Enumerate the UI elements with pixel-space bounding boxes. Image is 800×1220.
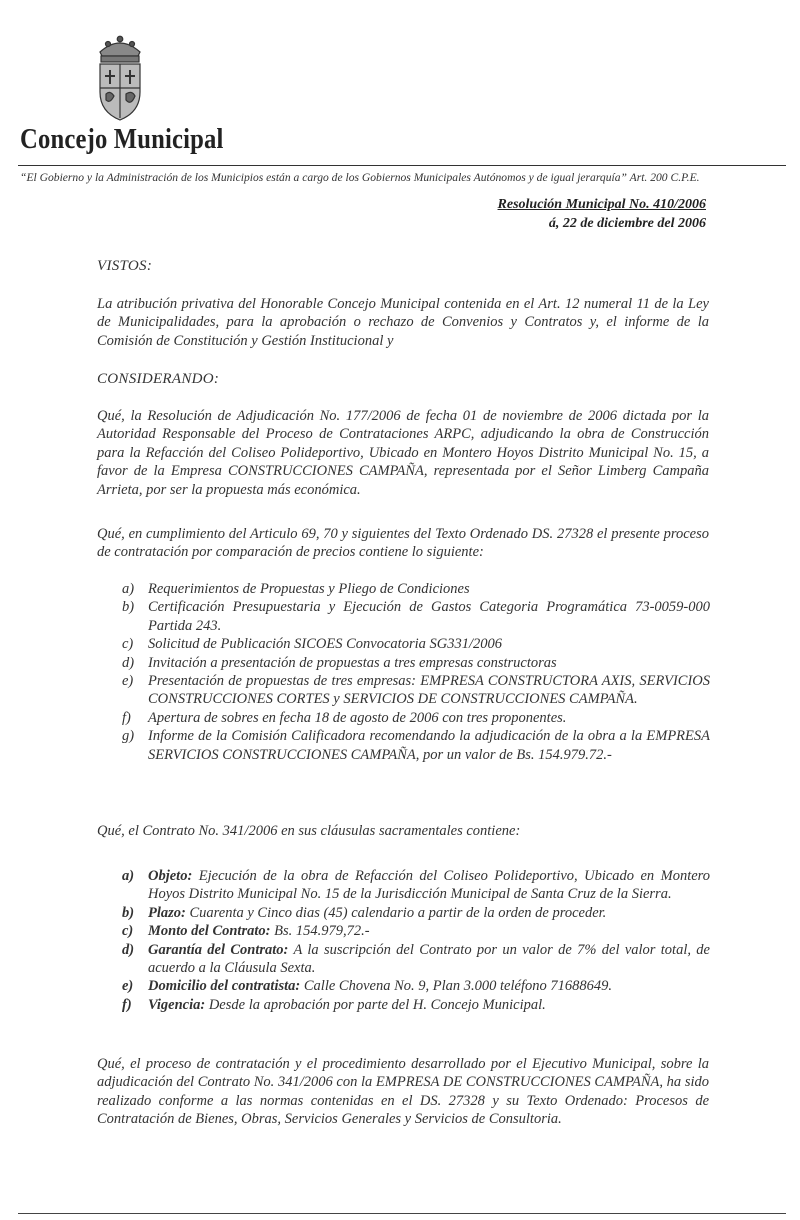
- vistos-paragraph: La atribución privativa del Honorable Concejo Municipal contenida en el Art. 12 numeral 11 de la Ley de Municipalidades, para la aprobación o rechazo de Convenios y Contratos y, el informe de la Comisión de Constitución y Gestión Institucional y: [97, 296, 709, 349]
- clause-label: Vigencia:: [148, 996, 206, 1013]
- list-item-text: Informe de la Comisión Calificadora recomendando la adjudicación de la obra a la EMPRESA SERVICIOS CONSTRUCCIONES CAMPAÑA, por un valor de Bs. 154.979.72.-: [148, 728, 710, 763]
- clause-label: Objeto:: [148, 868, 193, 884]
- clause-text: Cuarenta y Cinco dias (45) calendario a partir de la orden de proceder.: [189, 904, 607, 921]
- clause-label: Plazo:: [148, 904, 186, 921]
- clause-item: [120, 977, 710, 995]
- clause-item: [120, 867, 710, 904]
- clause-label: Domicilio del contratista:: [148, 978, 301, 995]
- list-marker: b): [122, 599, 135, 616]
- list-item: [120, 598, 710, 635]
- vistos-heading: VISTOS:: [97, 258, 153, 274]
- list-item-text: Presentación de propuestas de tres empresas: EMPRESA CONSTRUCTORA AXIS, SERVICIOS CONSTRUCCIONES CORTES y SERVICIOS DE CONSTRUCCIONES CAMPAÑA.: [148, 673, 710, 708]
- clause-marker: d): [122, 941, 135, 958]
- header-divider: [18, 165, 786, 166]
- list-marker: f): [122, 709, 131, 726]
- list-item-text: Invitación a presentación de propuestas a tres empresas constructoras: [148, 654, 557, 671]
- list-item: [120, 727, 710, 764]
- list-item: [120, 580, 710, 598]
- clause-text: Desde la aprobación por parte del H. Concejo Municipal.: [208, 996, 546, 1013]
- list-marker: d): [122, 654, 135, 671]
- clause-text: Bs. 154.979,72.-: [274, 923, 370, 940]
- organization-name: Concejo Municipal: [20, 124, 224, 155]
- clause-text: A la suscripción del Contrato por un valor de 7% del valor total, de acuerdo a la Cláusula Sexta.: [148, 941, 710, 977]
- clause-marker: e): [122, 978, 134, 995]
- considerando-paragraph-2: Qué, en cumplimiento del Articulo 69, 70 y siguientes del Texto Ordenado DS. 27328 el presente proceso de contratación por comparación de precios contiene lo siguiente:: [97, 526, 709, 561]
- considerando-paragraph-1: Qué, la Resolución de Adjudicación No. 177/2006 de fecha 01 de noviembre de 2006 dictada por la Autoridad Responsable del Proceso de Contrataciones ARPC, adjudicando la obra de Construcción para la Refacción del Coliseo Polideportivo, Ubicado en Montero Hoyos Distrito Municipal No. 15, a favor de la Empresa CONSTRUCCIONES CAMPAÑA, representada por el Señor Limberg Campaña Arrieta, por ser la propuesta más económica.: [97, 408, 709, 498]
- list-item: [120, 672, 710, 709]
- resolution-date: á, 22 de diciembre del 2006: [548, 216, 706, 231]
- considerando-paragraph-4: Qué, el proceso de contratación y el procedimiento desarrollado por el Ejecutivo Municipal, sobre la adjudicación del Contrato No. 341/2006 con la EMPRESA DE CONSTRUCCIONES CAMPAÑA, ha sido realizado conforme a las normas contenidas en el DS. 27328 y su Texto Ordenado: Procesos de Contratación de Bienes, Obras, Servicios Generales y Servicios de Consultoria.: [97, 1056, 709, 1128]
- clause-text: Ejecución de la obra de Refacción del Coliseo Polideportivo, Ubicado en Montero Hoyos Distrito Municipal No. 15 de la Jurisdicción Municipal de Santa Cruz de la Sierra.: [148, 868, 711, 903]
- clause-marker: f): [122, 996, 132, 1013]
- list-item: [120, 709, 710, 727]
- list-marker: e): [122, 673, 134, 690]
- footer-divider: [18, 1213, 786, 1214]
- clause-marker: b): [122, 904, 135, 921]
- list-item-text: Certificación Presupuestaria y Ejecución de Gastos Categoria Programática 73-0059-000 Partida 243.: [148, 599, 710, 634]
- list-item-text: Apertura de sobres en fecha 18 de agosto de 2006 con tres proponentes.: [148, 709, 567, 726]
- list-item-text: Solicitud de Publicación SICOES Convocatoria SG331/2006: [148, 636, 502, 653]
- clause-marker: a): [122, 868, 135, 884]
- municipal-crest-icon: [88, 30, 152, 122]
- list-item: [120, 654, 710, 672]
- clause-item: [120, 904, 710, 922]
- list-item-text: Requerimientos de Propuestas y Pliego de Condiciones: [148, 581, 470, 597]
- contract-clauses-list: [120, 867, 710, 1014]
- header-motto: “El Gobierno y la Administración de los Municipios están a cargo de los Gobiernos Municipales Autónomos y de igual jerarquía” Art. 200 C.P.E.: [20, 170, 700, 184]
- clause-label: Monto del Contrato:: [148, 923, 271, 940]
- considerando-heading: CONSIDERANDO:: [97, 371, 220, 387]
- clause-item: [120, 996, 710, 1014]
- clause-item: [120, 922, 710, 940]
- clause-item: [120, 941, 710, 978]
- resolution-number: Resolución Municipal No. 410/2006: [497, 197, 706, 212]
- list-item: [120, 635, 710, 653]
- clause-marker: c): [122, 923, 134, 940]
- considerando-paragraph-3: Qué, el Contrato No. 341/2006 en sus cláusulas sacramentales contiene:: [97, 823, 521, 839]
- clause-text: Calle Chovena No. 9, Plan 3.000 teléfono 71688649.: [303, 978, 612, 995]
- list-marker: g): [122, 728, 135, 745]
- list-marker: a): [122, 581, 135, 597]
- clause-label: Garantía del Contrato:: [148, 941, 289, 958]
- list-marker: c): [122, 636, 134, 653]
- procedure-list: [120, 580, 710, 764]
